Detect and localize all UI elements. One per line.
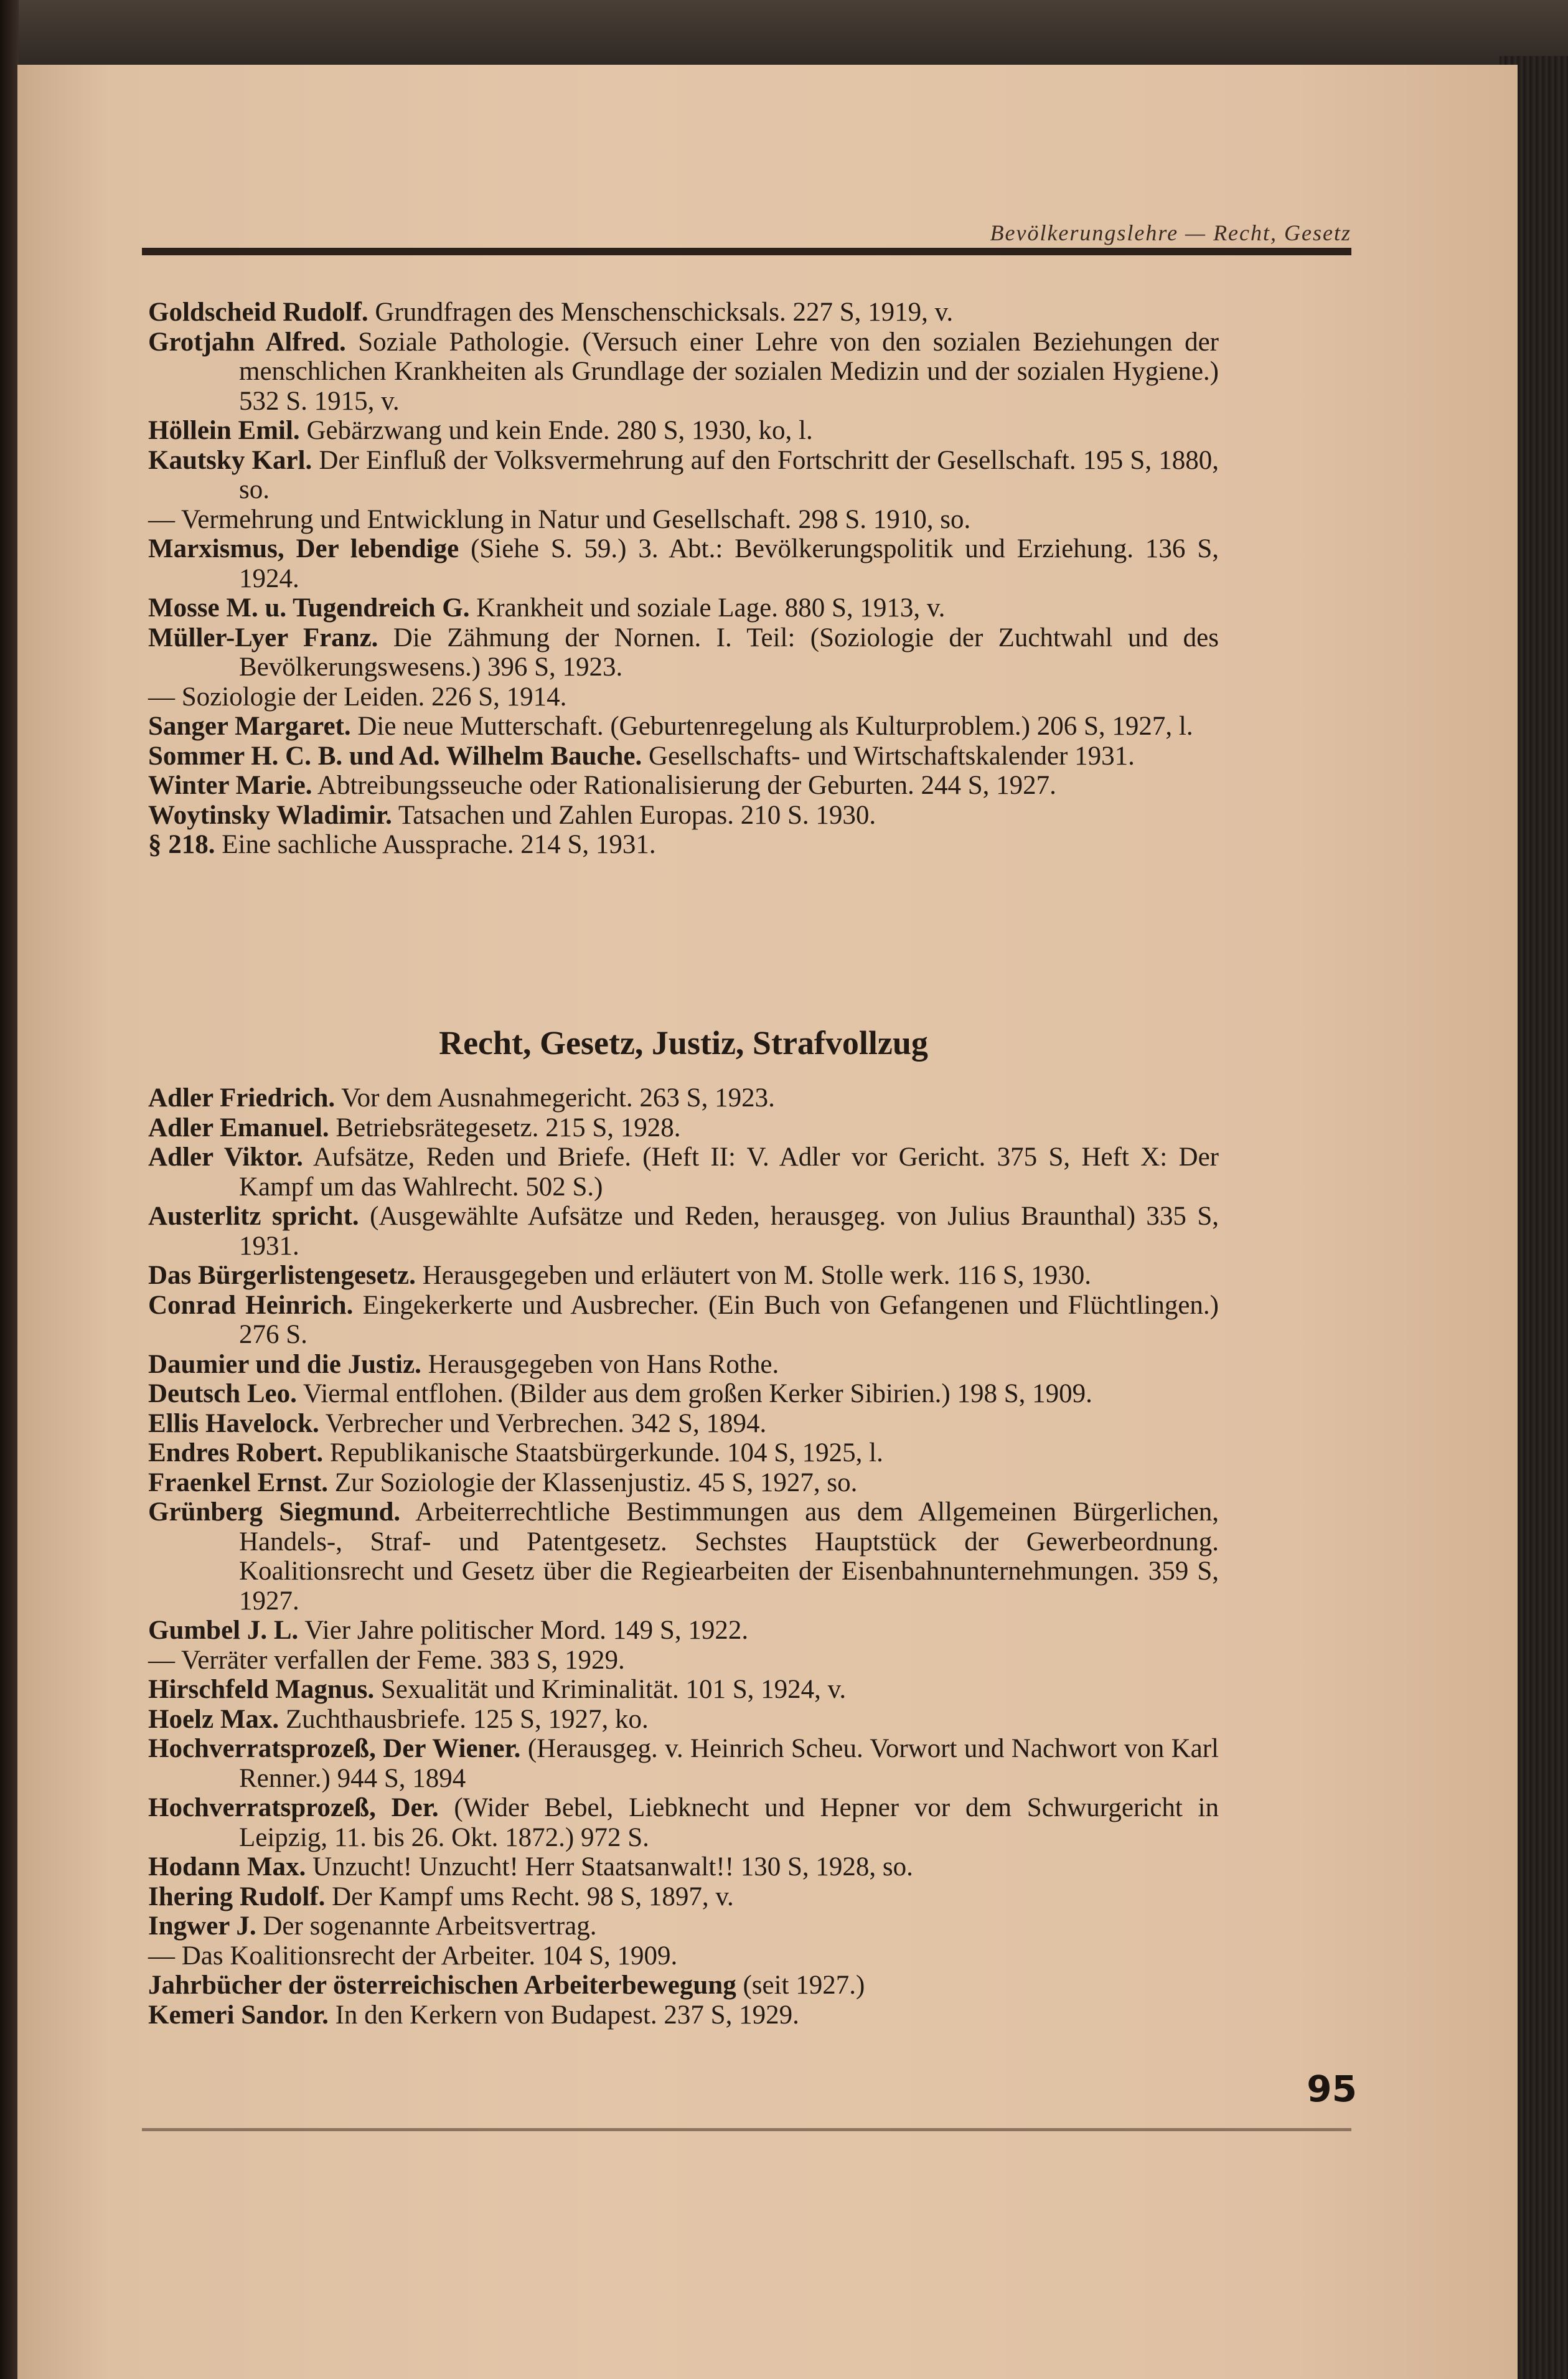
bibliography-entry [148,1646,1219,1675]
bibliography-entry [148,1734,1219,1793]
footer-rule [142,2128,1351,2131]
entry-author: Hodann Max. [148,1852,306,1882]
entry-author: Sanger Margaret. [148,712,351,741]
entry-text: — Verräter verfallen der Feme. 383 S, 1929. [148,1645,625,1675]
bibliography-entry [148,1941,1219,1971]
entry-text: Gebärzwang und kein Ende. 280 S, 1930, ko, l. [306,416,813,445]
entry-text: Soziale Pathologie. (Versuch einer Lehre von den sozialen Beziehungen der menschlichen Krankheiten als Grundlage der sozialen Medizin und der sozialen Hygiene.) 532 S. 1915, v. [239,327,1219,416]
bibliography-entry [148,1350,1219,1380]
entry-text: Verbrecher und Verbrechen. 342 S, 1894. [325,1408,767,1438]
page-number: 95 [1307,2068,1357,2110]
bibliography-entry [148,1083,1219,1113]
entry-author: Adler Emanuel. [148,1113,329,1142]
entry-text: Viermal entflohen. (Bilder aus dem großen Kerker Sibirien.) 198 S, 1909. [303,1379,1092,1408]
entry-author: Kautsky Karl. [148,445,312,475]
entry-author: Austerlitz spricht. [148,1202,359,1231]
bibliography-entry [148,1911,1219,1941]
bibliography-entry [148,742,1219,771]
header-rule [142,248,1351,255]
entry-text: Betriebsrätegesetz. 215 S, 1928. [336,1113,681,1142]
entry-text: Sexualität und Kriminalität. 101 S, 1924, v. [380,1675,847,1704]
entry-author: Marxismus, Der lebendige [148,534,459,563]
entry-text: Aufsätze, Reden und Briefe. (Heft II: V. Adler vor Gericht. 375 S, Heft X: Der Kampf um das Wahlrecht. 502 S.) [239,1142,1219,1202]
bibliography-entry [148,593,1219,623]
entry-text: Krankheit und soziale Lage. 880 S, 1913, v. [476,593,946,623]
entry-text: (Siehe S. 59.) 3. Abt.: Bevölkerungspolitik und Erziehung. 136 S, 1924. [239,534,1219,593]
bibliography-entry [148,623,1219,682]
entry-text: (Ausgewählte Aufsätze und Reden, herausgeg. von Julius Braunthal) 335 S, 1931. [239,1202,1219,1261]
population-entry-list [148,298,1219,860]
bibliography-entry [148,1142,1219,1202]
entry-text: Herausgegeben und erläutert von M. Stolle werk. 116 S, 1930. [422,1261,1092,1290]
entry-author: Fraenkel Ernst. [148,1467,329,1497]
law-entry-list [148,1083,1219,2030]
entry-author: Ihering Rudolf. [148,1882,326,1911]
entry-author: § 218. [148,830,215,859]
bibliography-entry [148,1675,1219,1705]
entry-author: Woytinsky Wladimir. [148,800,392,830]
entry-author: Jahrbücher der österreichischen Arbeiterbewegung [148,1971,736,2000]
entry-text: Eingekerkerte und Ausbrecher. (Ein Buch von Gefangenen und Flüchtlingen.) 276 S. [239,1290,1219,1349]
bibliography-entry [148,1882,1219,1912]
entry-text: Zur Soziologie der Klassenjustiz. 45 S, 1927, so. [334,1467,858,1497]
bibliography-entry [148,298,1219,327]
entry-text: Tatsachen und Zahlen Europas. 210 S. 1930. [398,800,876,830]
bibliography-entry [148,801,1219,831]
bibliography-entry [148,327,1219,417]
bibliography-entry [148,1261,1219,1291]
entry-text: Der Einfluß der Volksvermehrung auf den Fortschritt der Gesellschaft. 195 S, 1880, so. [239,445,1219,504]
entry-author: Hoelz Max. [148,1704,279,1734]
bibliography-entry [148,505,1219,535]
entry-author: Höllein Emil. [148,416,300,445]
entry-author: Conrad Heinrich. [148,1290,354,1320]
entry-author: Hochverratsprozeß, Der. [148,1793,439,1822]
entry-author: Goldscheid Rudolf. [148,298,369,327]
entry-author: Grotjahn Alfred. [148,327,346,357]
entry-author: Kemeri Sandor. [148,2000,329,2030]
bibliography-entry [148,1409,1219,1439]
entry-author: Grünberg Siegmund. [148,1497,401,1527]
entry-text: Abtreibungsseuche oder Rationalisierung der Geburten. 244 S, 1927. [317,771,1056,800]
entry-author: Winter Marie. [148,771,312,800]
entry-text: Die Zähmung der Nornen. I. Teil: (Soziologie der Zuchtwahl und des Bevölkerungswesens.) 396 S, 1923. [239,623,1219,682]
background-top [0,0,1568,68]
bibliography-entry [148,1379,1219,1409]
entry-author: Hochverratsprozeß, Der Wiener. [148,1734,521,1763]
bibliography-entry [148,2000,1219,2030]
entry-text: Gesellschafts- und Wirtschaftskalender 1931. [649,741,1135,771]
bibliography-entry [148,830,1219,860]
entry-author: Adler Friedrich. [148,1083,336,1113]
entry-author: Ingwer J. [148,1911,256,1941]
bibliography-entry [148,1468,1219,1498]
entry-text: Arbeiterrechtliche Bestimmungen aus dem Allgemeinen Bürgerlichen, Handels-, Straf- und Patentgesetz. Sechstes Hauptstück der Gewerbeordnung. Koalitionsrecht und Gesetz über die Regiearbeiten der Eisenbahnunternehmungen. 359 S, 1927. [239,1497,1219,1616]
bibliography-entry [148,1438,1219,1468]
bibliography-entry [148,1971,1219,2000]
entry-text: Republikanische Staatsbürgerkunde. 104 S, 1925, l. [329,1438,883,1467]
bibliography-entry [148,1113,1219,1143]
entry-author: Daumier und die Justiz. [148,1349,421,1379]
bibliography-entry [148,1202,1219,1261]
book-spine [0,0,19,2379]
entry-text: Zuchthausbriefe. 125 S, 1927, ko. [285,1704,649,1734]
bibliography-entry [148,1793,1219,1852]
entry-text: — Das Koalitionsrecht der Arbeiter. 104 S, 1909. [148,1941,678,1971]
bibliography-entry [148,1291,1219,1350]
entry-text: In den Kerkern von Budapest. 237 S, 1929. [335,2000,799,2030]
entry-text: Herausgegeben von Hans Rothe. [428,1349,779,1379]
bibliography-entry [148,416,1219,446]
entry-text: Unzucht! Unzucht! Herr Staatsanwalt!! 130 S, 1928, so. [312,1852,913,1882]
bibliography-entry [148,1497,1219,1616]
entry-text: Grundfragen des Menschenschicksals. 227 S, 1919, v. [375,298,954,327]
entry-author: Hirschfeld Magnus. [148,1675,375,1704]
entry-text: (Wider Bebel, Liebknecht und Hepner vor dem Schwurgericht in Leipzig, 11. bis 26. Okt. 1872.) 972 S. [239,1793,1219,1852]
entry-text: Vor dem Ausnahmegericht. 263 S, 1923. [341,1083,775,1113]
bibliography-entry [148,682,1219,712]
entry-text: Vier Jahre politischer Mord. 149 S, 1922. [304,1616,749,1645]
entry-author: Mosse M. u. Tugendreich G. [148,593,470,623]
bibliography-entry [148,1616,1219,1646]
entry-text: (Herausgeg. v. Heinrich Scheu. Vorwort und Nachwort von Karl Renner.) 944 S, 1894 [239,1734,1219,1793]
entry-author: Endres Robert. [148,1438,324,1467]
entry-text: (seit 1927.) [743,1971,865,2000]
entry-text: — Vermehrung und Entwicklung in Natur und Gesellschaft. 298 S. 1910, so. [148,504,971,534]
bibliography-entry [148,534,1219,593]
entry-author: Adler Viktor. [148,1142,303,1172]
entry-author: Gumbel J. L. [148,1616,299,1645]
entry-author: Müller-Lyer Franz. [148,623,378,652]
bibliography-entry [148,1852,1219,1882]
entry-author: Sommer H. C. B. und Ad. Wilhelm Bauche. [148,741,642,771]
entry-text: — Soziologie der Leiden. 226 S, 1914. [148,682,567,712]
section-title: Recht, Gesetz, Justiz, Strafvollzug [439,1024,928,1062]
running-head: Bevölkerungslehre — Recht, Gesetz [990,220,1351,245]
entry-text: Die neue Mutterschaft. (Geburtenregelung als Kulturproblem.) 206 S, 1927, l. [357,712,1193,741]
bibliography-entry [148,771,1219,801]
bibliography-entry [148,712,1219,742]
entry-author: Ellis Havelock. [148,1408,319,1438]
bibliography-entry [148,1705,1219,1735]
entry-text: Der Kampf ums Recht. 98 S, 1897, v. [332,1882,734,1911]
bibliography-entry [148,446,1219,505]
entry-author: Deutsch Leo. [148,1379,297,1408]
entry-author: Das Bürgerlistengesetz. [148,1261,416,1290]
entry-text: Der sogenannte Arbeitsvertrag. [263,1911,597,1941]
entry-text: Eine sachliche Aussprache. 214 S, 1931. [222,830,656,859]
